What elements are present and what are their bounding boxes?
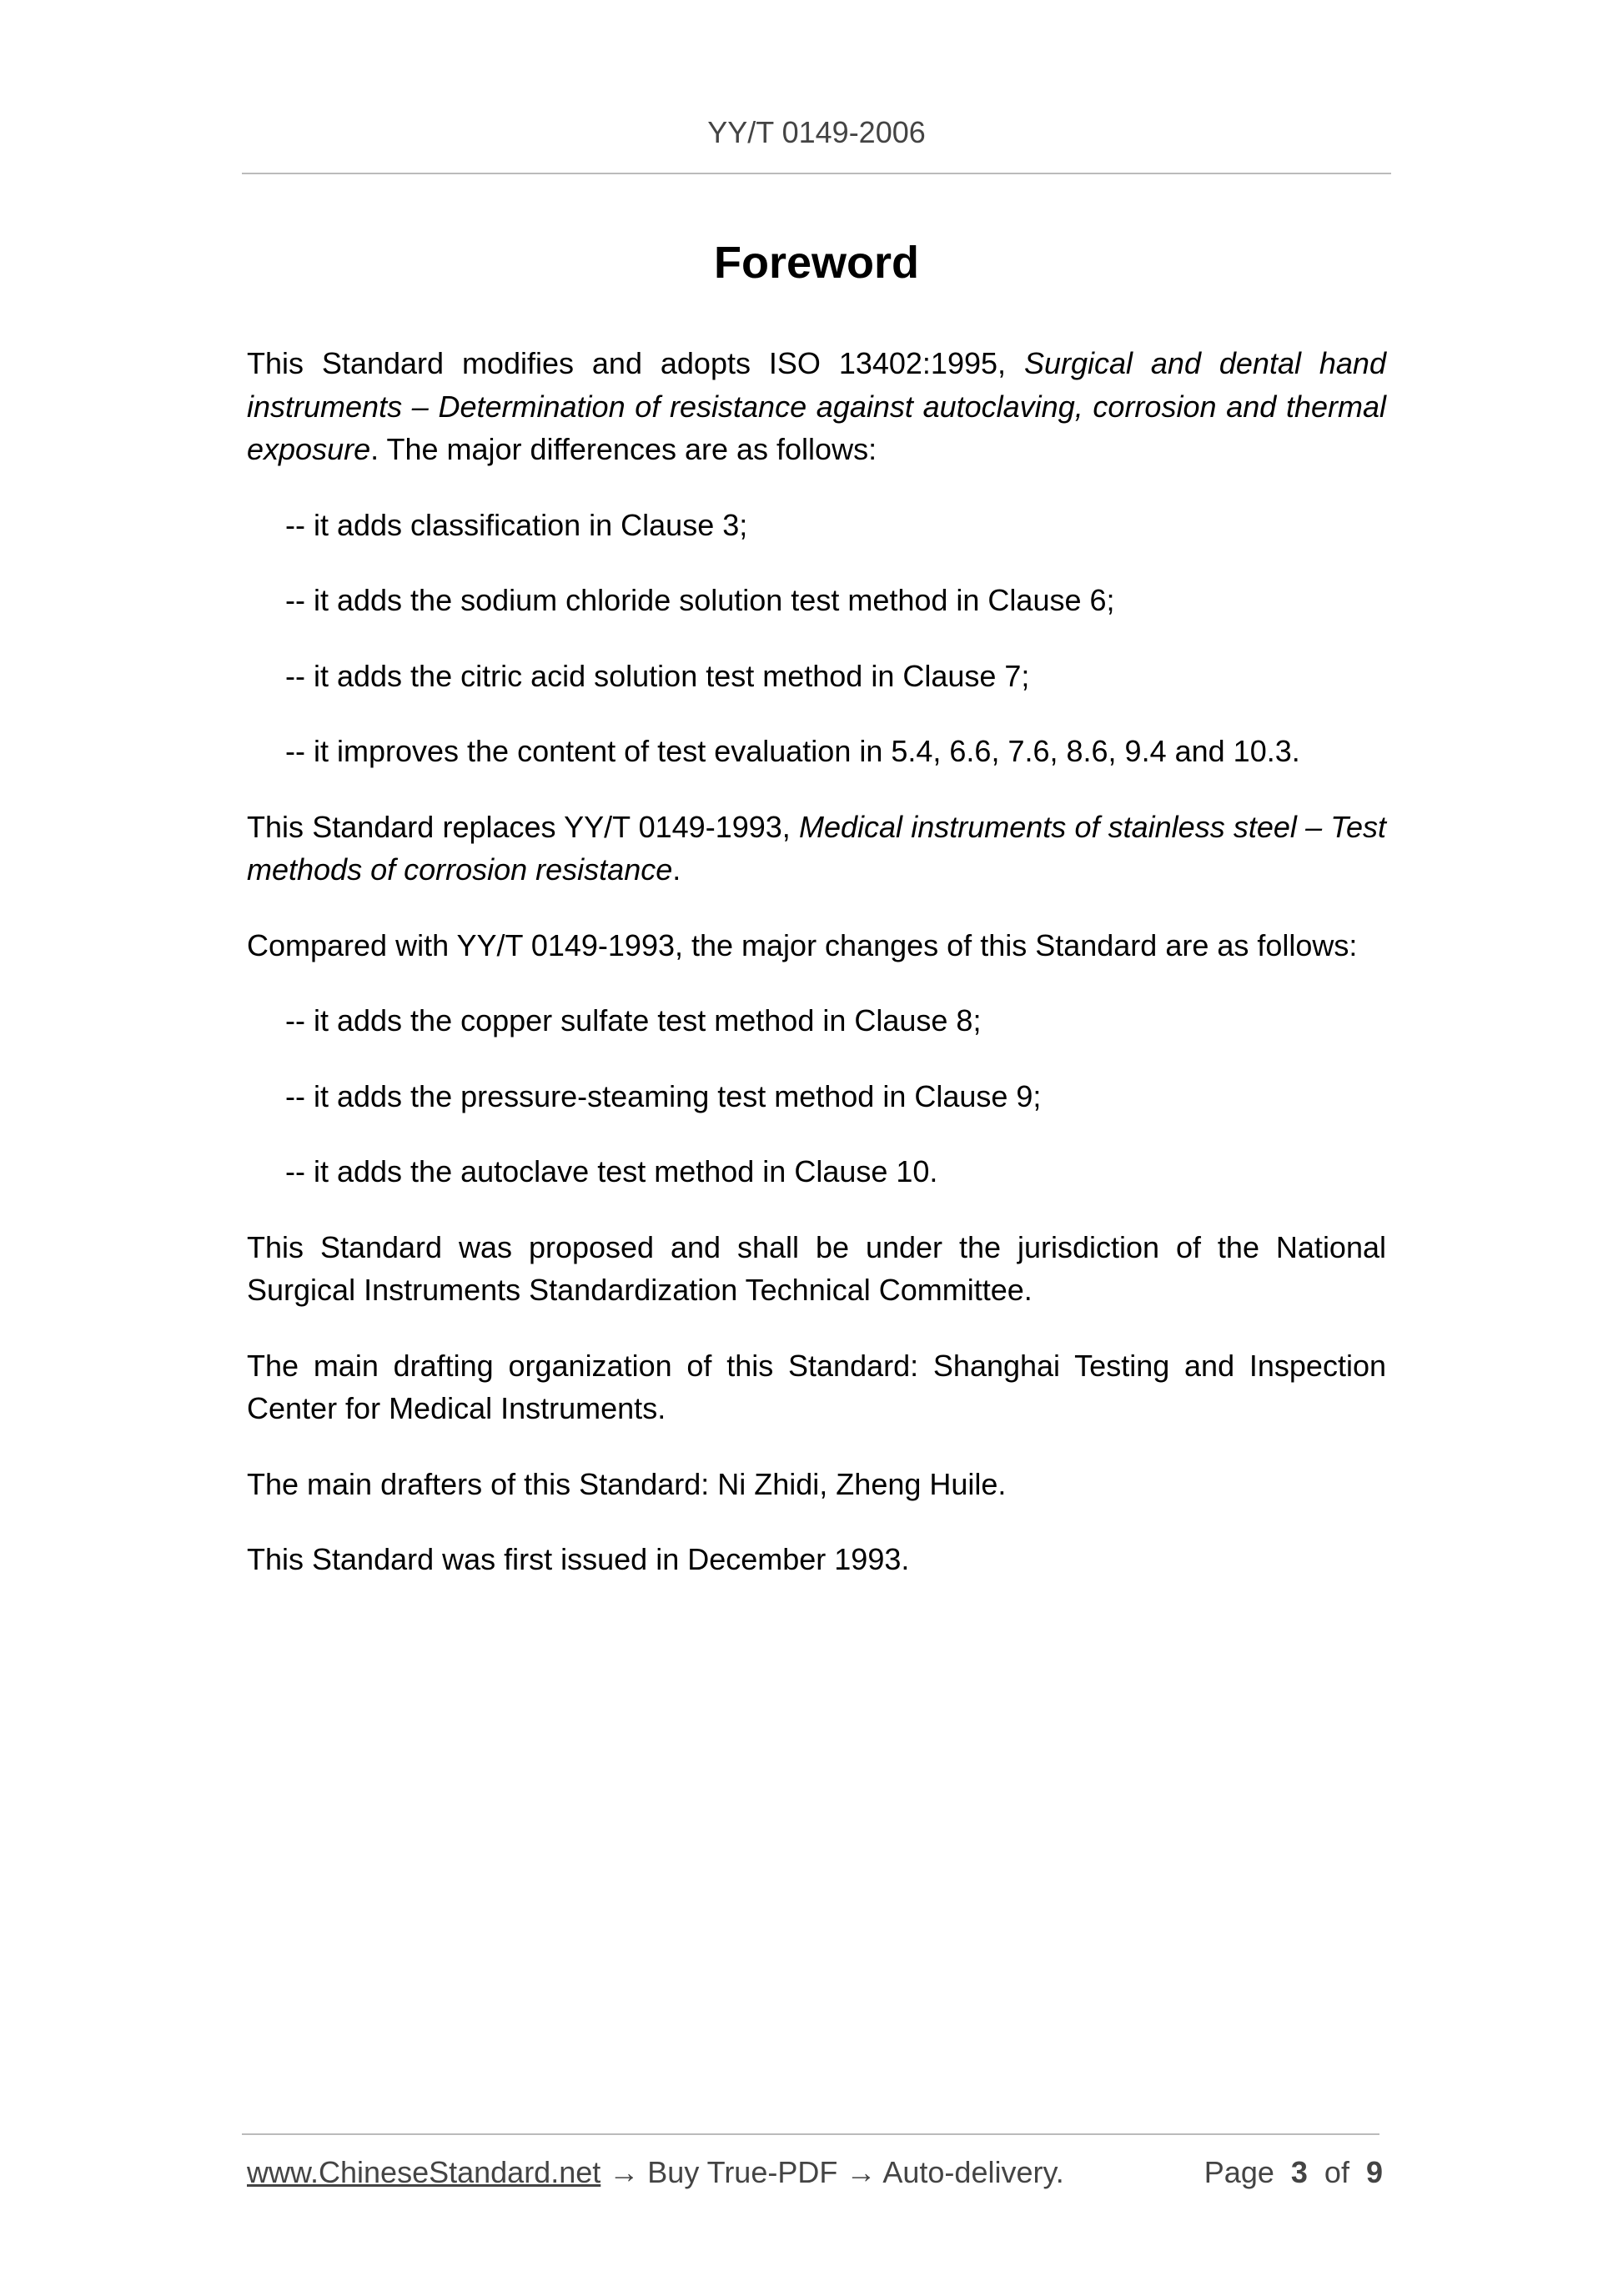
paragraph-adoption-intro: This Standard modifies and adopts ISO 13402:1995, bbox=[247, 346, 1024, 380]
arrow-right-icon: → bbox=[846, 2155, 877, 2189]
paragraph-changes-intro: Compared with YY/T 0149-1993, the major changes of this Standard are as follows: bbox=[247, 927, 1358, 962]
paragraph-replacement bbox=[247, 806, 1386, 892]
iso-standard-title: Surgical and dental hand instruments – Determination of resistance against autoclaving, corrosion and thermal exposure bbox=[247, 346, 1386, 466]
buy-true-pdf-text: Buy True-PDF bbox=[647, 2155, 838, 2189]
list-item-change: -- it adds the autoclave test method in Clause 10. bbox=[285, 1154, 938, 1188]
page-footer bbox=[247, 2155, 1383, 2190]
paragraph-jurisdiction: This Standard was proposed and shall be under the jurisdiction of the National Surgical Instruments Standardization Technical Committee. bbox=[247, 1229, 1386, 1307]
auto-delivery-text: Auto-delivery. bbox=[882, 2155, 1064, 2189]
replaced-standard-title: Medical instruments of stainless steel – Test methods of corrosion resistance bbox=[247, 809, 1387, 887]
page-label: Page bbox=[1203, 2155, 1274, 2189]
header-divider bbox=[242, 173, 1391, 174]
list-item-difference: -- it adds the sodium chloride solution test method in Clause 6; bbox=[285, 583, 1115, 617]
footer-divider bbox=[242, 2133, 1379, 2135]
list-item-change: -- it adds the pressure-steaming test method in Clause 9; bbox=[285, 1078, 1042, 1113]
paragraph-first-issue: This Standard was first issued in December 1993. bbox=[247, 1542, 910, 1576]
paragraph-replacement-end: . bbox=[672, 852, 681, 887]
document-number-header: YY/T 0149-2006 bbox=[707, 115, 926, 149]
page-indicator bbox=[1204, 2155, 1383, 2190]
page-total: 9 bbox=[1365, 2155, 1383, 2189]
arrow-right-icon: → bbox=[609, 2155, 640, 2189]
document-body bbox=[247, 342, 1386, 1614]
paragraph-drafters: The main drafters of this Standard: Ni Zhidi, Zheng Huile. bbox=[247, 1466, 1007, 1501]
list-item-difference: -- it adds classification in Clause 3; bbox=[285, 507, 748, 542]
paragraph-replacement-intro: This Standard replaces YY/T 0149-1993, bbox=[247, 809, 799, 844]
list-item-difference: -- it adds the citric acid solution test method in Clause 7; bbox=[285, 658, 1030, 693]
paragraph-drafting-organization: The main drafting organization of this Standard: Shanghai Testing and Inspection Center for Medical Instruments. bbox=[247, 1348, 1386, 1425]
page-current: 3 bbox=[1290, 2155, 1308, 2189]
paragraph-adoption-end: . The major differences are as follows: bbox=[370, 432, 877, 466]
list-item-difference: -- it improves the content of test evaluation in 5.4, 6.6, 7.6, 8.6, 9.4 and 10.3. bbox=[285, 734, 1300, 768]
list-item-change: -- it adds the copper sulfate test method in Clause 8; bbox=[285, 1003, 982, 1037]
paragraph-adoption bbox=[247, 342, 1386, 471]
website-link[interactable]: www.ChineseStandard.net bbox=[247, 2155, 601, 2189]
page-title: Foreword bbox=[713, 238, 919, 288]
page-of-label: of bbox=[1324, 2155, 1349, 2189]
